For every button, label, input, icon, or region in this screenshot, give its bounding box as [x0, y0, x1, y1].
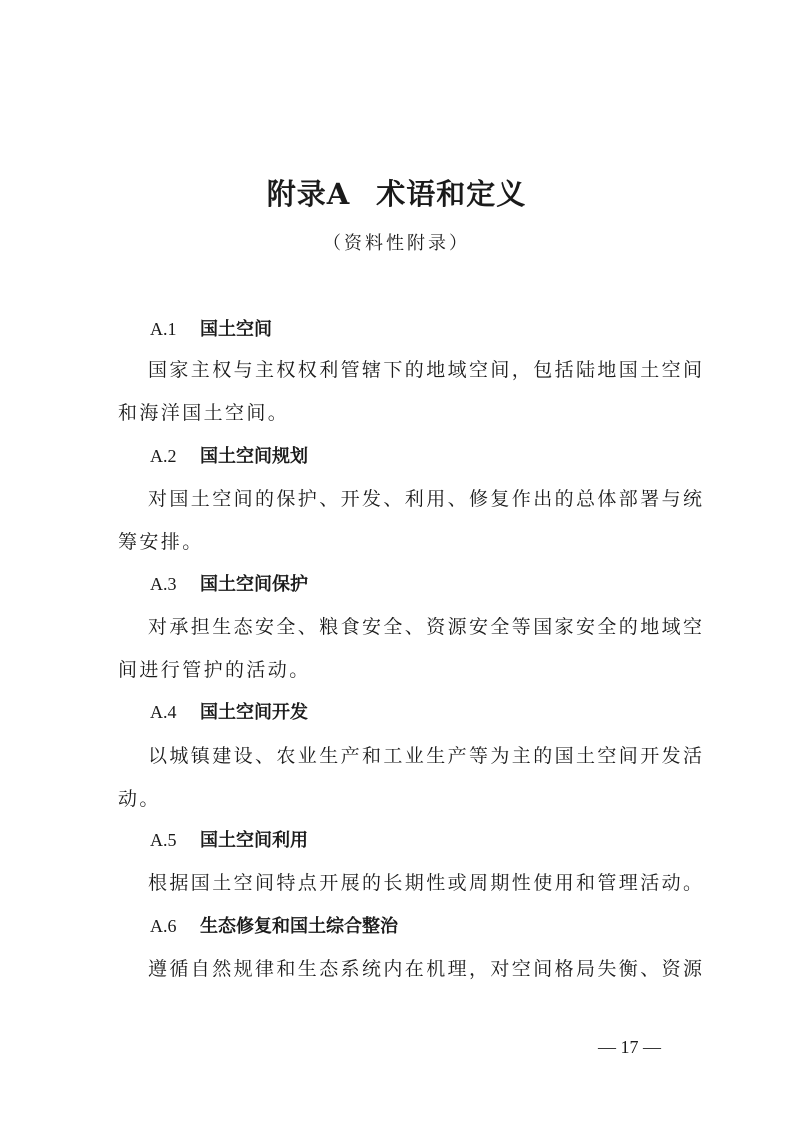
- page-number: — 17 —: [598, 1037, 661, 1057]
- section-heading-a1: [150, 315, 272, 341]
- body-line: 以城镇建设、农业生产和工业生产等为主的国土空间开发活: [148, 745, 705, 767]
- section-heading-a3: [150, 570, 308, 596]
- section-number: A.4: [150, 702, 177, 722]
- section-title: 生态修复和国土综合整治: [200, 916, 398, 937]
- appendix-subtitle: （资料性附录）: [323, 233, 470, 254]
- section-title: 国土空间保护: [200, 574, 308, 595]
- section-heading-a6: [150, 912, 398, 938]
- section-heading-a5: [150, 826, 308, 852]
- section-heading-a2: [150, 442, 308, 468]
- body-line: 对国土空间的保护、开发、利用、修复作出的总体部署与统: [148, 488, 705, 510]
- section-title: 国土空间利用: [200, 830, 308, 851]
- section-number: A.6: [150, 916, 177, 936]
- body-line: 国家主权与主权权利管辖下的地域空间，包括陆地国土空间: [148, 359, 705, 381]
- section-number: A.2: [150, 446, 177, 466]
- section-title: 国土空间开发: [200, 702, 308, 723]
- section-title: 国土空间规划: [200, 446, 308, 467]
- section-number: A.1: [150, 319, 177, 339]
- body-line: 间进行管护的活动。: [118, 659, 311, 681]
- appendix-title-text: 术语和定义: [376, 177, 527, 211]
- section-number: A.3: [150, 574, 177, 594]
- section-title: 国土空间: [200, 319, 272, 340]
- body-line: 动。: [118, 788, 161, 810]
- section-heading-a4: [150, 698, 308, 724]
- body-line: 对承担生态安全、粮食安全、资源安全等国家安全的地域空: [148, 616, 705, 638]
- appendix-label: 附录A: [266, 177, 351, 211]
- body-line: 根据国土空间特点开展的长期性或周期性使用和管理活动。: [148, 872, 705, 894]
- appendix-title: [0, 172, 793, 213]
- section-number: A.5: [150, 830, 177, 850]
- body-line: 和海洋国土空间。: [118, 402, 290, 424]
- body-line: 筹安排。: [118, 531, 204, 553]
- body-line: 遵循自然规律和生态系统内在机理，对空间格局失衡、资源: [148, 958, 705, 980]
